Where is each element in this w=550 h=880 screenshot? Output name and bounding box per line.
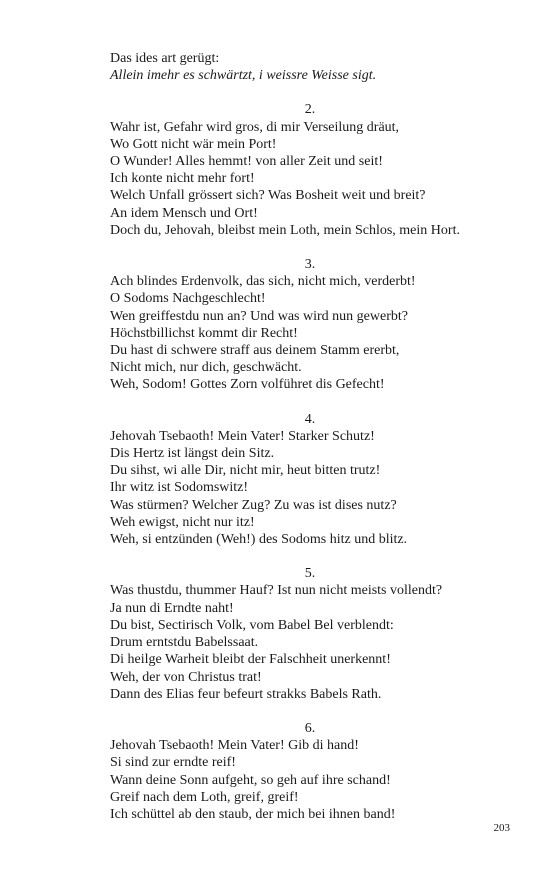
verse-line: Nicht mich, nur dich, geschwächt. — [110, 360, 302, 376]
stanza-number: 2. — [304, 102, 316, 118]
verse-line: Di heilge Warheit bleibt der Falschheit unerkennt! — [110, 652, 391, 668]
stanza — [110, 411, 510, 549]
verse-line: Du bist, Sectirisch Volk, vom Babel Bel verblendt: — [110, 617, 394, 633]
verse-line: Si sind zur erndte reif! — [110, 755, 236, 771]
verse-line: Weh ewigst, nicht nur itz! — [110, 514, 255, 530]
opening-lines — [110, 50, 510, 84]
page-number: 203 — [493, 822, 510, 834]
stanza — [110, 565, 510, 703]
verse-line: Jehovah Tsebaoth! Mein Vater! Gib di hand! — [110, 738, 359, 754]
verse-line: Du hast di schwere straff aus deinem Stamm ererbt, — [110, 343, 400, 359]
verse-line: Was stürmen? Welcher Zug? Zu was ist dises nutz? — [110, 497, 397, 513]
opening-line: Das ides art gerügt: — [110, 51, 220, 66]
verse-line: Drum erntstdu Babelssaat. — [110, 635, 259, 651]
stanzas — [110, 101, 510, 823]
opening-line-italic: Allein imehr es schwärtzt, i weissre Weisse sigt. — [110, 68, 377, 84]
verse-line: Weh, Sodom! Gottes Zorn volführet dis Gefecht! — [110, 377, 385, 393]
verse-line: Dann des Elias feur befeurt strakks Babels Rath. — [110, 686, 382, 702]
stanza-number: 4. — [304, 411, 316, 427]
verse-line: Ihr witz ist Sodomswitz! — [110, 480, 249, 496]
verse-line: An idem Mensch und Ort! — [110, 205, 258, 221]
verse-line: Dis Hertz ist längst dein Sitz. — [110, 446, 275, 462]
stanza — [110, 101, 510, 239]
verse-line: Ach blindes Erdenvolk, das sich, nicht mich, verderbt! — [110, 274, 416, 290]
page-text — [110, 50, 510, 823]
verse-line: Welch Unfall grössert sich? Was Bosheit weit und breit? — [110, 188, 426, 204]
verse-line: Ich schüttel ab den staub, der mich bei ihnen band! — [110, 806, 396, 822]
verse-line: Wen greiffestdu nun an? Und was wird nun gewerbt? — [110, 308, 408, 324]
verse-line: Ja nun di Erndte naht! — [110, 600, 234, 616]
verse-line: Weh, si entzünden (Weh!) des Sodoms hitz und blitz. — [110, 532, 408, 548]
stanza — [110, 256, 510, 394]
verse-line: Doch du, Jehovah, bleibst mein Loth, mein Schlos, mein Hort. — [110, 222, 460, 238]
verse-line: Greif nach dem Loth, greif, greif! — [110, 789, 299, 805]
stanza-number: 5. — [304, 566, 316, 582]
verse-line: O Sodoms Nachgeschlecht! — [110, 291, 266, 307]
verse-line: O Wunder! Alles hemmt! von aller Zeit und seit! — [110, 154, 383, 170]
verse-line: Weh, der von Christus trat! — [110, 669, 262, 685]
verse-line: Wo Gott nicht wär mein Port! — [110, 136, 277, 152]
stanza-number: 6. — [304, 720, 316, 736]
verse-line: Ich konte nicht mehr fort! — [110, 171, 255, 187]
verse-line: Jehovah Tsebaoth! Mein Vater! Starker Schutz! — [110, 428, 375, 444]
stanza-number: 3. — [304, 257, 316, 273]
verse-line: Was thustdu, thummer Hauf? Ist nun nicht meists vollendt? — [110, 583, 443, 599]
verse-line: Wahr ist, Gefahr wird gros, di mir Verseilung dräut, — [110, 119, 400, 135]
verse-line: Höchstbillichst kommt dir Recht! — [110, 325, 298, 341]
verse-line: Du sihst, wi alle Dir, nicht mir, heut bitten trutz! — [110, 463, 381, 479]
verse-line: Wann deine Sonn aufgeht, so geh auf ihre schand! — [110, 772, 391, 788]
stanza — [110, 720, 510, 823]
